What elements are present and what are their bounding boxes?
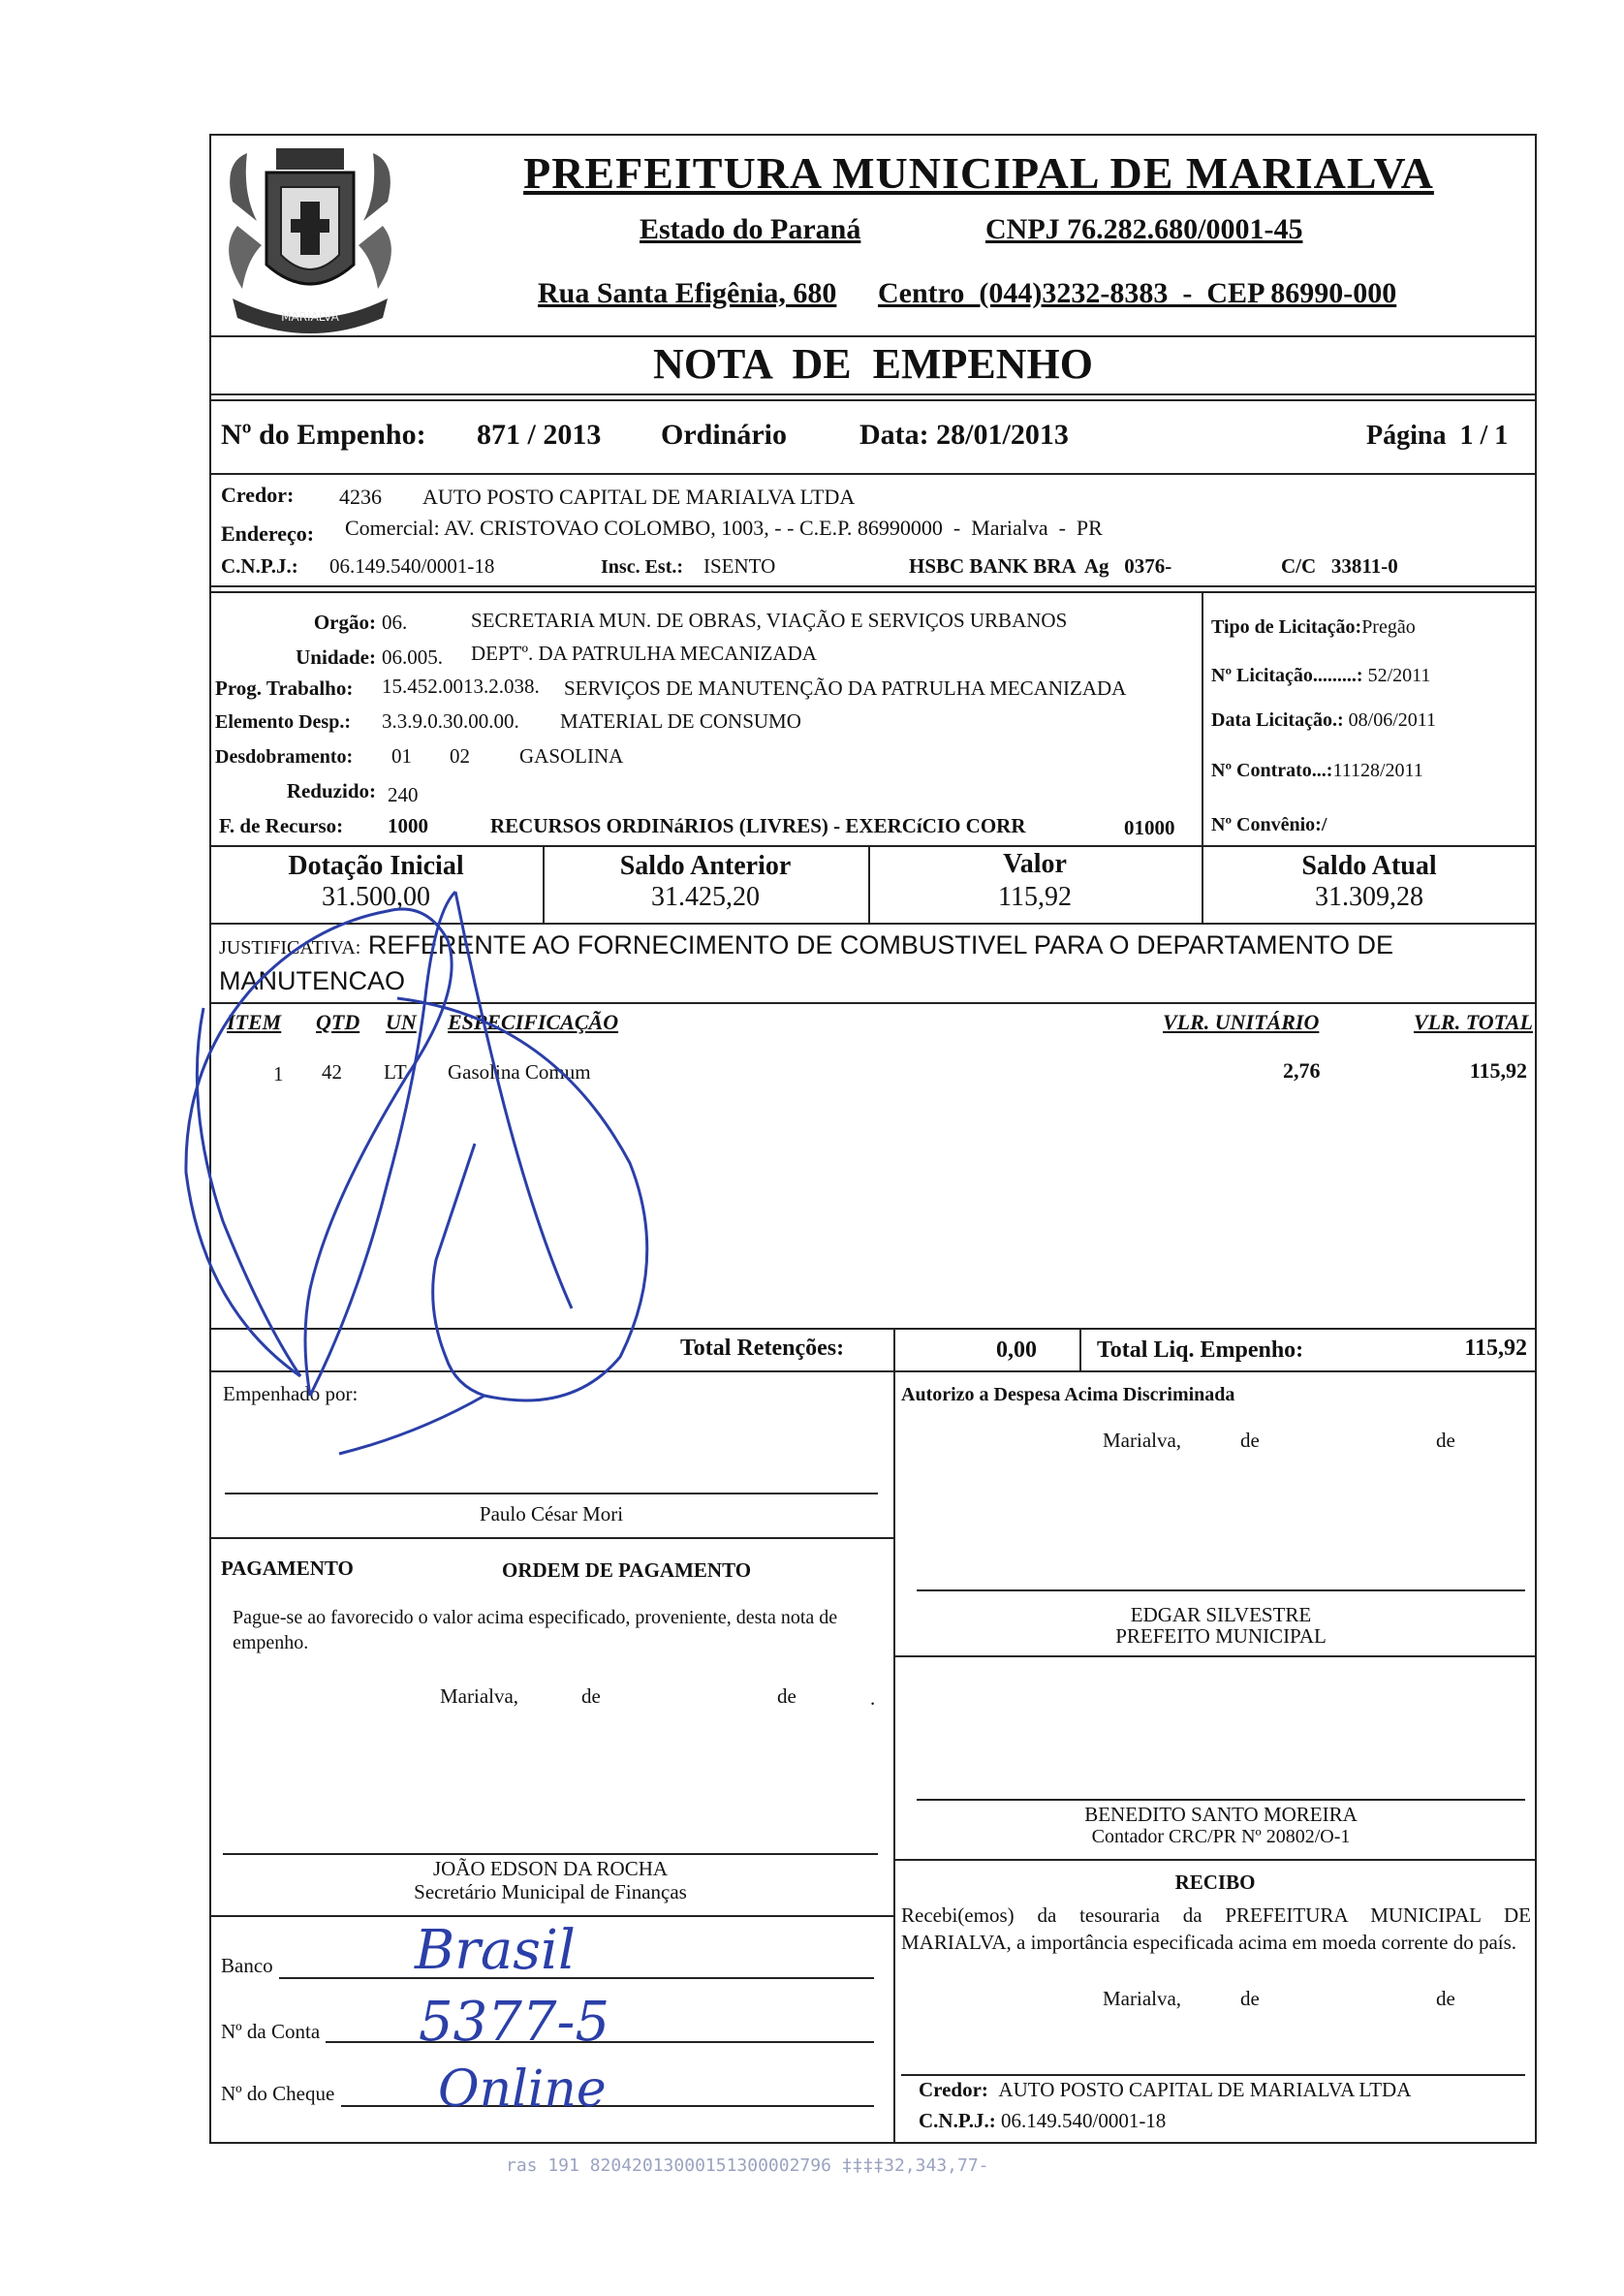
recurso-name: RECURSOS ORDINáRIOS (LIVRES) - EXERCíCIO CORR (490, 814, 1026, 837)
elemento-code: 3.3.9.0.30.00.00. (382, 709, 519, 733)
saldo-atual-value: 31.309,28 (1315, 882, 1423, 912)
tipo-licitacao (1211, 616, 1416, 639)
justificativa-text: REFERENTE AO FORNECIMENTO DE COMBUSTIVEL PARA O DEPARTAMENTO DE MANUTENCAO (219, 930, 1394, 995)
org-cnpj: CNPJ 76.282.680/0001-45 (985, 213, 1303, 245)
banco-handwritten: Brasil (415, 1919, 576, 1982)
recurso-code: 1000 (388, 814, 428, 837)
ordem-pagamento-label: ORDEM DE PAGAMENTO (502, 1558, 752, 1582)
row-qtd: 42 (322, 1060, 342, 1084)
total-retencoes-value: 0,00 (996, 1337, 1037, 1363)
org-address: Rua Santa Efigênia, 680 (538, 277, 837, 309)
pagamento-signer-role: Secretário Municipal de Finanças (414, 1880, 687, 1903)
conta-handwritten: 5377-5 (419, 1991, 610, 2054)
desdobramento-a: 01 (391, 744, 412, 768)
credor-cnpj: 06.149.540/0001-18 (329, 554, 495, 578)
empenho-label: Nº do Empenho: (221, 419, 426, 451)
saldo-atual-label: Saldo Atual (1301, 851, 1437, 881)
footer-auth-code: ras 191 82042013000151300002796 ‡‡‡‡32,343,77- (506, 2155, 989, 2176)
tipo-licitacao-label: Tipo de Licitação: (1211, 616, 1362, 638)
recibo-city: Marialva, (1103, 1987, 1182, 2010)
col-un-label: UN (386, 1010, 417, 1034)
recibo-cnpj-label: C.N.P.J.: (919, 2109, 996, 2132)
reduzido-label: Reduzido: (286, 779, 376, 802)
autorizo-de-2: de (1436, 1429, 1455, 1452)
recibo-text: Recebi(emos) da tesouraria da PREFEITURA MUNICIPAL DE MARIALVA, a importância especificada acima em moeda corrente do país. (901, 1903, 1531, 1954)
endereco-label: Endereço: (221, 521, 315, 546)
conta-label: Nº da Conta (221, 2020, 321, 2043)
recibo-credor-label: Credor: (919, 2078, 988, 2101)
elemento-name: MATERIAL DE CONSUMO (560, 709, 801, 733)
desdobramento-label: Desdobramento: (215, 746, 354, 768)
credor-bank: HSBC BANK BRA Ag 0376- (909, 554, 1172, 578)
empenho-date: Data: 28/01/2013 (859, 419, 1069, 451)
numero-licitacao-label: Nº Licitação.........: (1211, 665, 1363, 686)
data-licitacao-label: Data Licitação.: (1211, 709, 1344, 731)
row-spec: Gasolina Comum (448, 1060, 591, 1084)
desdobramento-b: 02 (450, 744, 470, 768)
prog-code: 15.452.0013.2.038. (382, 675, 540, 698)
cnpj-label: C.N.P.J.: (221, 554, 298, 578)
recibo-cnpj-value: 06.149.540/0001-18 (1000, 2109, 1167, 2132)
total-liq-value: 115,92 (1464, 1336, 1527, 1361)
orgao-code: 06. (382, 611, 408, 634)
pagamento-city: Marialva, (440, 1684, 519, 1708)
pen-signature-mark (165, 853, 707, 1512)
numero-licitacao-value: 52/2011 (1367, 665, 1431, 686)
pagamento-text: Pague-se ao favorecido o valor acima especificado, proveniente, desta nota de empenho. (233, 1607, 838, 1653)
numero-convenio: Nº Convênio:/ (1211, 814, 1327, 835)
contador-signer: BENEDITO SANTO MOREIRA (1084, 1803, 1358, 1826)
col-total-header (1376, 1010, 1533, 1035)
row-item: 1 (273, 1062, 284, 1085)
data-licitacao-value: 08/06/2011 (1348, 709, 1437, 731)
pagamento-de-2: de (777, 1684, 796, 1708)
document-title: NOTA DE EMPENHO (653, 340, 1093, 388)
autorizo-de-1: de (1240, 1429, 1260, 1452)
insc-label: Insc. Est.: (601, 556, 684, 578)
empenho-number: 871 / 2013 (477, 419, 602, 451)
tipo-licitacao-value: Pregão (1361, 616, 1416, 638)
elemento-label: Elemento Desp.: (215, 711, 351, 733)
recibo-credor-name: AUTO POSTO CAPITAL DE MARIALVA LTDA (998, 2078, 1412, 2101)
row-total-value: 115,92 (1469, 1058, 1527, 1083)
col-total-label: VLR. TOTAL (1413, 1010, 1533, 1034)
row-unit-value: 2,76 (1283, 1058, 1321, 1083)
pagamento-de-1: de (581, 1684, 601, 1708)
justificativa-label: JUSTIFICATIVA: (219, 937, 361, 959)
autorizo-signer-role: PREFEITO MUNICIPAL (1115, 1624, 1327, 1648)
cheque-label: Nº do Cheque (221, 2082, 335, 2105)
unidade-label: Unidade: (296, 645, 376, 669)
pagamento-label: PAGAMENTO (221, 1557, 354, 1580)
credor-address: Comercial: AV. CRISTOVAO COLOMBO, 1003, - - C.E.P. 86990000 - Marialva - PR (345, 516, 1103, 540)
dotacao-inicial-value: 31.500,00 (322, 882, 430, 912)
unidade-code: 06.005. (382, 645, 443, 669)
pagamento-signer: JOÃO EDSON DA ROCHA (432, 1857, 669, 1880)
recibo-credor (919, 2078, 1411, 2102)
dotacao-inicial-label: Dotação Inicial (288, 851, 464, 881)
empenhado-name: Paulo César Mori (479, 1502, 624, 1525)
recurso-label: F. de Recurso: (219, 814, 344, 837)
page-number: Página 1 / 1 (1366, 421, 1509, 451)
autorizo-signer: EDGAR SILVESTRE (1130, 1603, 1312, 1626)
reduzido-value: 240 (388, 783, 419, 806)
col-unit-header (1163, 1010, 1319, 1035)
orgao-label: Orgão: (313, 611, 376, 634)
saldo-anterior-value: 31.425,20 (651, 882, 760, 912)
recurso-number: 01000 (1124, 816, 1175, 839)
autorizo-city: Marialva, (1103, 1429, 1182, 1452)
recibo-title: RECIBO (1174, 1871, 1256, 1894)
credor-code: 4236 (339, 485, 382, 509)
pagamento-dot: . (870, 1686, 876, 1710)
banco-label: Banco (221, 1954, 273, 1977)
unidade-name: DEPTº. DA PATRULHA MECANIZADA (471, 642, 817, 665)
credor-name: AUTO POSTO CAPITAL DE MARIALVA LTDA (422, 485, 856, 509)
desdobramento-name: GASOLINA (519, 744, 624, 768)
autorizo-label: Autorizo a Despesa Acima Discriminada (901, 1384, 1235, 1405)
contador-signer-role: Contador CRC/PR Nº 20802/O-1 (1091, 1826, 1351, 1847)
col-spec-label: ESPECIFICAÇÃO (448, 1010, 619, 1034)
saldo-anterior-label: Saldo Anterior (619, 851, 792, 881)
total-retencoes-label: Total Retenções: (680, 1336, 845, 1361)
recibo-de-2: de (1436, 1987, 1455, 2010)
row-un: LT (384, 1060, 407, 1084)
org-name: PREFEITURA MUNICIPAL DE MARIALVA (523, 148, 1434, 198)
org-address-rest: Centro (044)3232-8383 - CEP 86990-000 (878, 277, 1397, 309)
valor-value: 115,92 (998, 882, 1072, 912)
numero-contrato-value: 11128/2011 (1332, 760, 1423, 781)
numero-licitacao (1211, 665, 1430, 687)
data-licitacao (1211, 709, 1436, 732)
coat-of-arms-emblem (213, 134, 407, 337)
total-liq-label: Total Liq. Empenho: (1097, 1337, 1304, 1363)
credor-cc: C/C 33811-0 (1281, 554, 1398, 578)
state-name: Estado do Paraná (640, 213, 861, 245)
empenhado-label: Empenhado por: (223, 1382, 359, 1405)
credor-insc: ISENTO (703, 554, 776, 578)
orgao-name: SECRETARIA MUN. DE OBRAS, VIAÇÃO E SERVIÇOS URBANOS (471, 609, 1068, 632)
numero-contrato (1211, 760, 1423, 782)
col-item-label: ITEM (227, 1010, 282, 1034)
prog-name: SERVIÇOS DE MANUTENÇÃO DA PATRULHA MECANIZADA (564, 676, 1127, 700)
valor-label: Valor (1003, 849, 1067, 879)
recibo-cnpj (919, 2109, 1166, 2133)
col-qtd-label: QTD (316, 1010, 360, 1034)
col-unit-label: VLR. UNITÁRIO (1163, 1010, 1320, 1034)
cheque-handwritten: Online (438, 2060, 607, 2119)
prog-label: Prog. Trabalho: (215, 676, 354, 700)
numero-contrato-label: Nº Contrato...: (1211, 760, 1333, 781)
empenho-type: Ordinário (661, 419, 788, 451)
credor-label: Credor: (221, 483, 295, 507)
svg-text:MARIALVA: MARIALVA (281, 310, 339, 324)
recibo-de-1: de (1240, 1987, 1260, 2010)
